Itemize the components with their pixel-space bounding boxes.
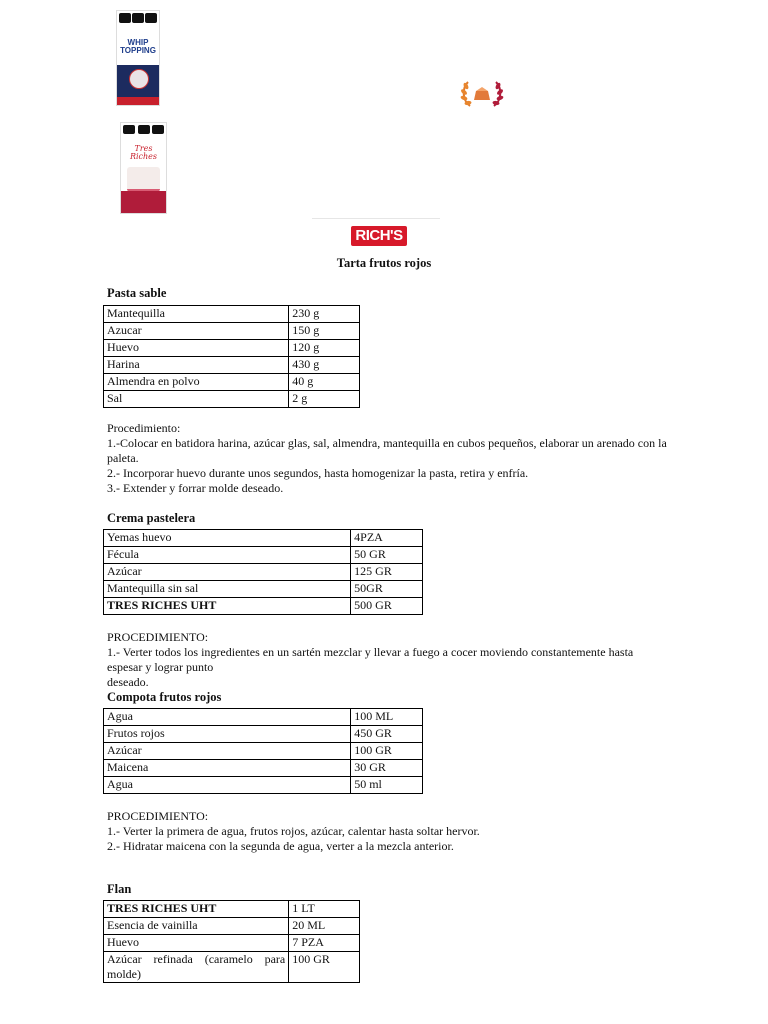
quantity-cell: 50GR bbox=[351, 581, 423, 598]
flan-heading: Flan bbox=[107, 882, 132, 896]
pasta-sable-table bbox=[103, 305, 360, 408]
table-row bbox=[104, 743, 423, 760]
procedure-step: 1.- Verter todos los ingredientes en un sartén mezclar y llevar a fuego a cocer moviendo constantemente hasta espesar y lograr punto bbox=[107, 645, 634, 674]
procedure-step: deseado. bbox=[107, 675, 149, 689]
quantity-cell: 40 g bbox=[289, 374, 360, 391]
quantity-cell: 7 PZA bbox=[289, 935, 360, 952]
table-row bbox=[104, 726, 423, 743]
ingredient-cell: Yemas huevo bbox=[104, 530, 351, 547]
quantity-cell: 100 GR bbox=[289, 952, 360, 983]
ingredient-cell: Mantequilla sin sal bbox=[104, 581, 351, 598]
compota-heading: Compota frutos rojos bbox=[107, 690, 222, 704]
ingredient-cell: Maicena bbox=[104, 760, 351, 777]
crema-pastelera-table bbox=[103, 529, 423, 615]
richs-logo: RICH'S bbox=[351, 226, 407, 246]
quantity-cell: 450 GR bbox=[351, 726, 423, 743]
compota-procedure bbox=[107, 809, 677, 854]
quantity-cell: 500 GR bbox=[351, 598, 423, 615]
quantity-cell: 430 g bbox=[289, 357, 360, 374]
ingredient-cell: Harina bbox=[104, 357, 289, 374]
procedure-step: 2.- Hidratar maicena con la segunda de agua, verter a la mezcla anterior. bbox=[107, 839, 454, 853]
quantity-cell: 20 ML bbox=[289, 918, 360, 935]
procedure-step: 1.-Colocar en batidora harina, azúcar glas, sal, almendra, mantequilla en cubos pequeños, elaborar un arenado con la paleta. bbox=[107, 436, 667, 465]
quantity-cell: 150 g bbox=[289, 323, 360, 340]
procedure-step: 1.- Verter la primera de agua, frutos rojos, azúcar, calentar hasta soltar hervor. bbox=[107, 824, 480, 838]
laurel-cake-icon bbox=[458, 78, 506, 110]
table-row bbox=[104, 357, 360, 374]
whip-topping-product-image bbox=[116, 10, 160, 106]
ingredient-cell: Huevo bbox=[104, 340, 289, 357]
compota-table bbox=[103, 708, 423, 794]
ingredient-cell: Azúcar refinada (caramelo para molde) bbox=[104, 952, 289, 983]
table-row bbox=[104, 581, 423, 598]
whip-topping-brand-text: WHIP TOPPING bbox=[120, 38, 156, 55]
ingredient-cell: Mantequilla bbox=[104, 306, 289, 323]
quantity-cell: 125 GR bbox=[351, 564, 423, 581]
table-row bbox=[104, 901, 360, 918]
quantity-cell: 30 GR bbox=[351, 760, 423, 777]
quantity-cell: 50 ml bbox=[351, 777, 423, 794]
quantity-cell: 230 g bbox=[289, 306, 360, 323]
procedure-step: 2.- Incorporar huevo durante unos segundos, hasta homogenizar la pasta, retira y enfría. bbox=[107, 466, 529, 480]
quantity-cell: 100 ML bbox=[351, 709, 423, 726]
table-row bbox=[104, 709, 423, 726]
table-row bbox=[104, 530, 423, 547]
quantity-cell: 4PZA bbox=[351, 530, 423, 547]
table-row bbox=[104, 777, 423, 794]
ingredient-cell: TRES RICHES UHT bbox=[104, 598, 351, 615]
pasta-sable-procedure bbox=[107, 421, 677, 496]
table-row bbox=[104, 564, 423, 581]
ingredient-cell: Agua bbox=[104, 777, 351, 794]
quantity-cell: 120 g bbox=[289, 340, 360, 357]
table-row bbox=[104, 340, 360, 357]
ingredient-cell: Frutos rojos bbox=[104, 726, 351, 743]
pasta-sable-heading: Pasta sable bbox=[107, 286, 167, 300]
quantity-cell: 2 g bbox=[289, 391, 360, 408]
ingredient-cell: Fécula bbox=[104, 547, 351, 564]
tres-riches-brand-text: Tres Riches bbox=[129, 144, 158, 161]
ingredient-cell: Almendra en polvo bbox=[104, 374, 289, 391]
table-row bbox=[104, 918, 360, 935]
table-row bbox=[104, 952, 360, 983]
table-row bbox=[104, 760, 423, 777]
ingredient-cell: Azúcar bbox=[104, 564, 351, 581]
ingredient-cell: Esencia de vainilla bbox=[104, 918, 289, 935]
table-row bbox=[104, 935, 360, 952]
table-row bbox=[104, 323, 360, 340]
table-row bbox=[104, 391, 360, 408]
quantity-cell: 1 LT bbox=[289, 901, 360, 918]
ingredient-cell: Agua bbox=[104, 709, 351, 726]
tres-riches-product-image bbox=[120, 122, 167, 214]
flan-table bbox=[103, 900, 360, 983]
procedure-label: Procedimiento: bbox=[107, 421, 181, 435]
quantity-cell: 50 GR bbox=[351, 547, 423, 564]
crema-pastelera-heading: Crema pastelera bbox=[107, 511, 196, 525]
recipe-title: Tarta frutos rojos bbox=[336, 256, 432, 270]
ingredient-cell: Azúcar bbox=[104, 743, 351, 760]
logo-divider bbox=[312, 218, 440, 219]
table-row bbox=[104, 374, 360, 391]
table-row bbox=[104, 598, 423, 615]
procedure-step: 3.- Extender y forrar molde deseado. bbox=[107, 481, 284, 495]
quantity-cell: 100 GR bbox=[351, 743, 423, 760]
procedure-label: PROCEDIMIENTO: bbox=[107, 809, 209, 823]
table-row bbox=[104, 306, 360, 323]
ingredient-cell: Azucar bbox=[104, 323, 289, 340]
crema-pastelera-procedure bbox=[107, 630, 667, 690]
procedure-label: PROCEDIMIENTO: bbox=[107, 630, 209, 644]
ingredient-cell: TRES RICHES UHT bbox=[104, 901, 289, 918]
ingredient-cell: Sal bbox=[104, 391, 289, 408]
table-row bbox=[104, 547, 423, 564]
ingredient-cell: Huevo bbox=[104, 935, 289, 952]
